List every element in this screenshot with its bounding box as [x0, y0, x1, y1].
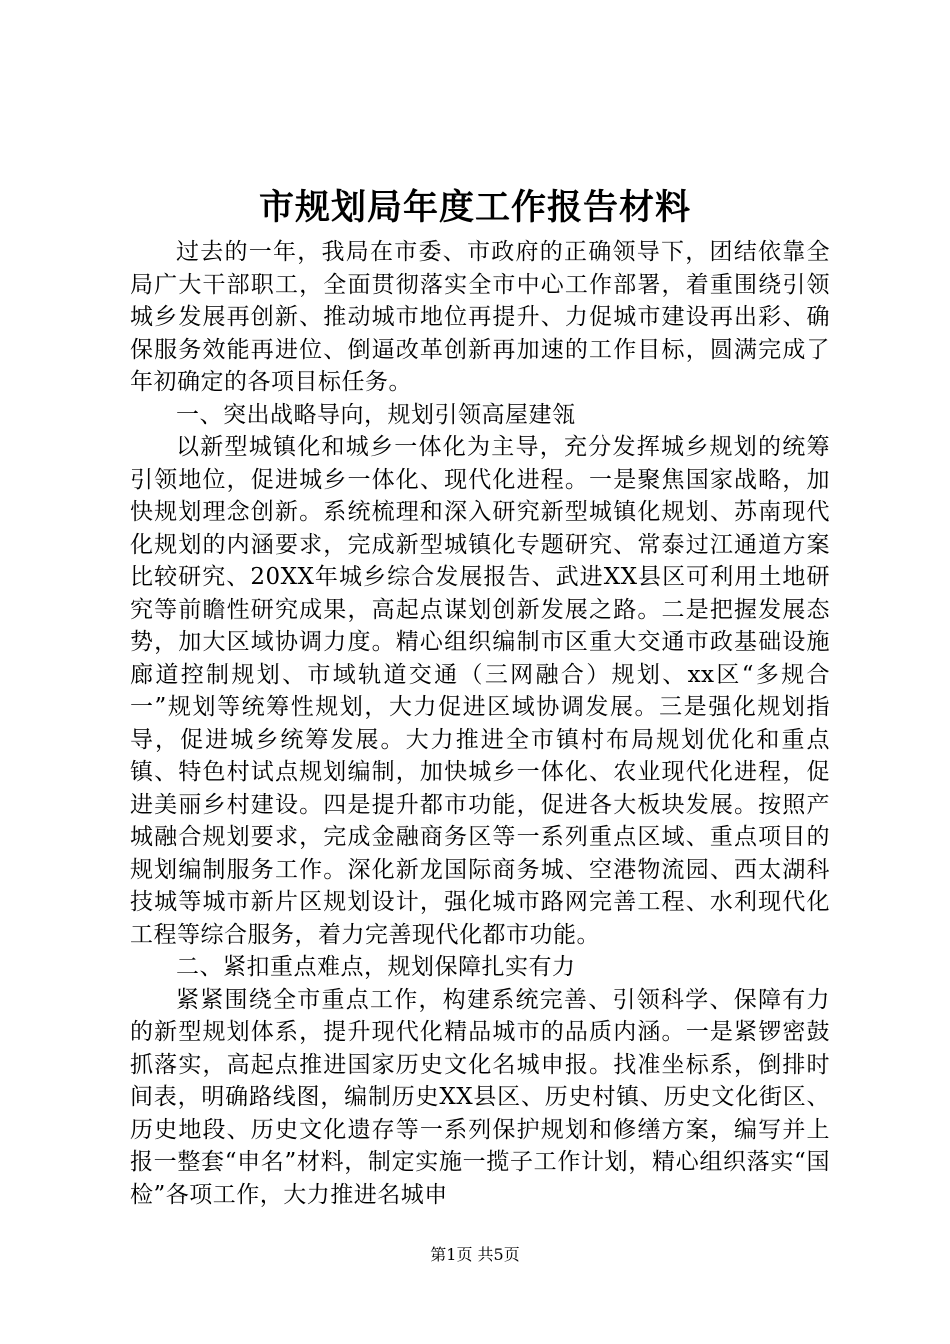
document-title: 市规划局年度工作报告材料 — [258, 187, 691, 228]
section-heading-2: 二、紧扣重点难点，规划保障扎实有力 — [176, 954, 576, 980]
page-footer: 第1页 共5页 — [430, 1245, 520, 1264]
section-1-paragraph: 以新型城镇化和城乡一体化为主导，充分发挥城乡规划的统筹引领地位，促进城乡一体化、现代化进程。一是聚焦国家战略，加快规划理念创新。系统梳理和深入研究新型城镇化规划、苏南现代化规划的内涵要求，完成新型城镇化专题研究、常泰过江通道方案比较研究、20XX年城乡综合发展报告、武进XX县区可利用土地研究等前瞻性研究成果，高起点谋划创新发展之路。二是把握发展态势，加大区域协调力度。精心组织编制市区重大交通市政基础设施廊道控制规划、市域轨道交通（三网融合）规划、xx区“多规合一”规划等统筹性规划，大力促进区域协调发展。三是强化规划指导，促进城乡统筹发展。大力推进全市镇村布局规划优化和重点镇、特色村试点规划编制，加快城乡一体化、农业现代化进程，促进美丽乡村建设。四是提升都市功能，促进各大板块发展。按照产城融合规划要求，完成金融商务区等一系列重点区域、重点项目的规划编制服务工作。深化新龙国际商务城、空港物流园、西太湖科技城等城市新片区规划设计，强化城市路网完善工程、水利现代化工程等综合服务，着力完善现代化都市功能。 — [130, 434, 830, 948]
section-2-paragraph: 紧紧围绕全市重点工作，构建系统完善、引领科学、保障有力的新型规划体系，提升现代化精品城市的品质内涵。一是紧锣密鼓抓落实，高起点推进国家历史文化名城申报。找准坐标系，倒排时间表，明确路线图，编制历史XX县区、历史村镇、历史文化街区、历史地段、历史文化遗存等一系列保护规划和修缮方案，编写并上报一整套“申名”材料，制定实施一揽子工作计划，精心组织落实“国检”各项工作，大力推进名城申 — [130, 986, 830, 1208]
intro-paragraph: 过去的一年，我局在市委、市政府的正确领导下，团结依靠全局广大干部职工，全面贯彻落实全市中心工作部署，着重围绕引领城乡发展再创新、推动城市地位再提升、力促城市建设再出彩、确保服务效能再进位、倒逼改革创新再加速的工作目标，圆满完成了年初确定的各项目标任务。 — [130, 239, 830, 395]
document-body — [130, 236, 830, 1211]
section-heading-1: 一、突出战略导向，规划引领高屋建瓴 — [176, 401, 576, 428]
